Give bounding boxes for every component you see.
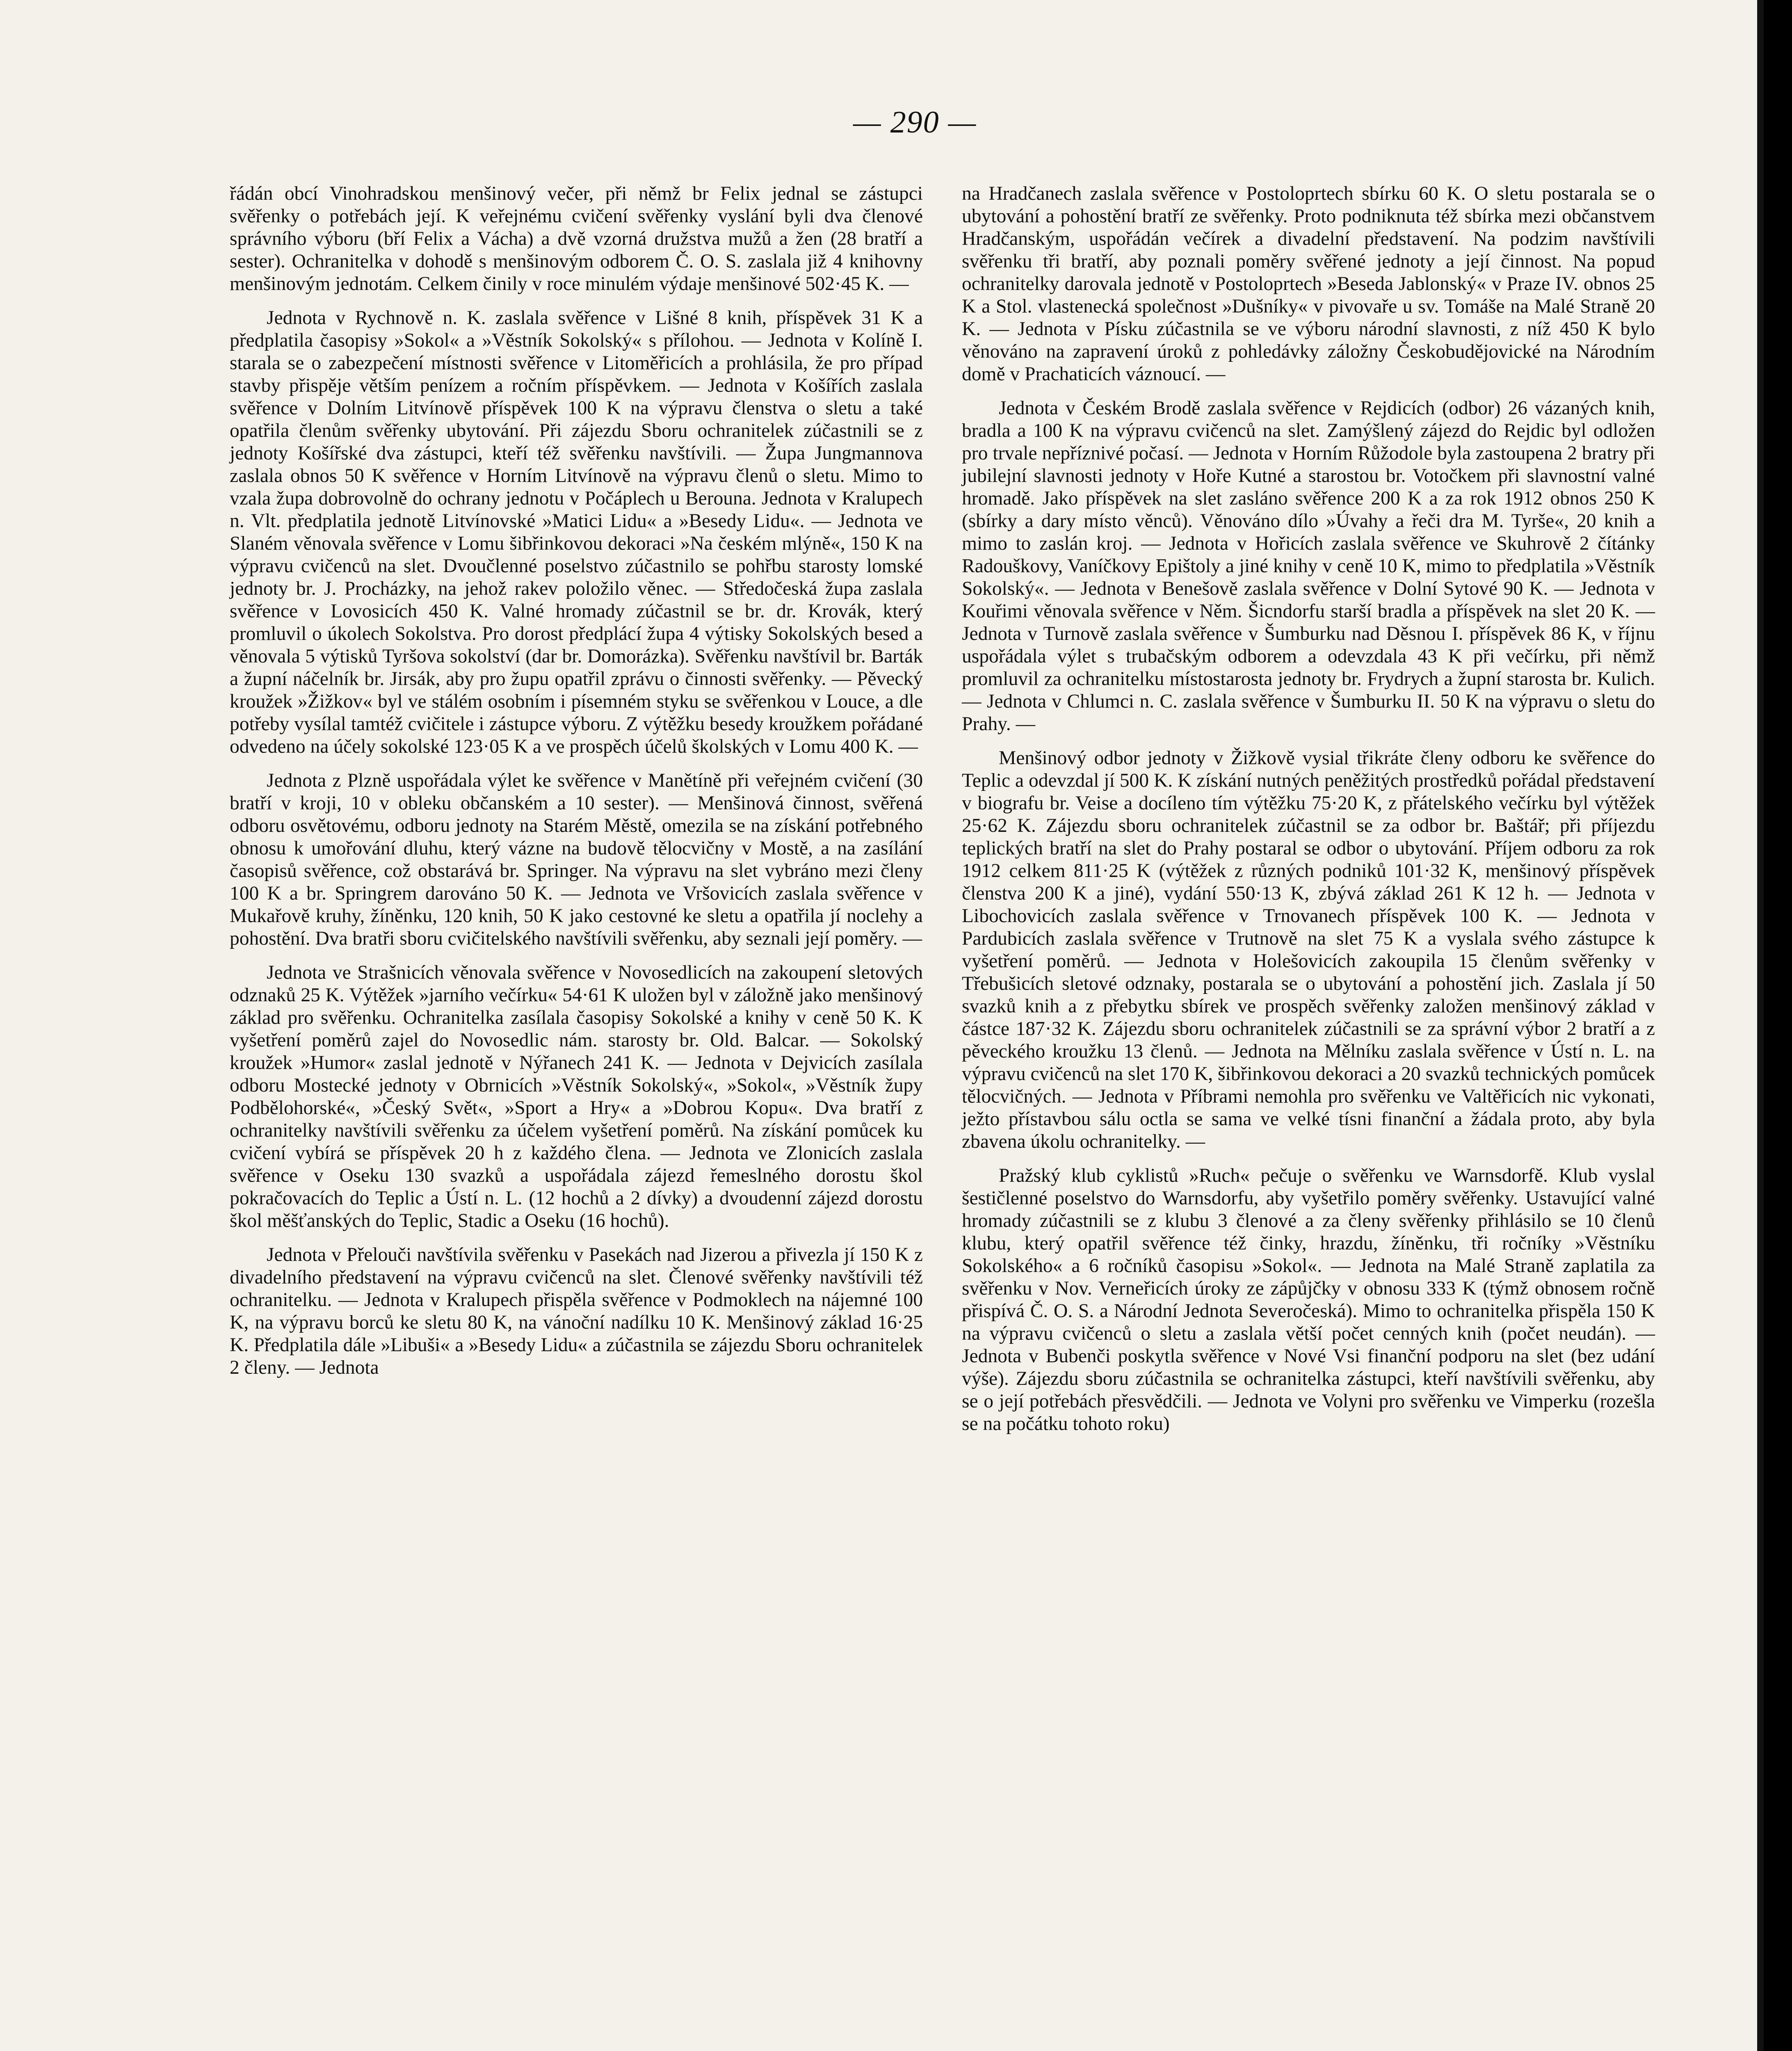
paragraph: Jednota ve Strašnicích věnovala svěřence v Novosedlicích na zakoupení sletových odznaků 25 K. Výtěžek »jarního večírku« 54·61 K uložen byl v záložně jako menšinový základ pro svěřenku. Ochranitelka zasílala časopisy Sokolské a knihy v ceně 50 K. K vyšetření poměrů zajel do Novosedlic nám. starosty br. Old. Balcar. — Sokolský kroužek »Humor« zaslal jednotě v Nýřanech 241 K. — Jednota v Dejvicích zasílala odboru Mostecké jednoty v Obrnicích »Věstník Sokolský«, »Sokol«, »Věstník župy Podbělohorské«, »Český Svět«, »Sport a Hry« a »Dobrou Kopu«. Dva bratří z ochranitelky navštívili svěřenku za účelem vyšetření poměrů. Na získání pomůcek ku cvičení vybírá se příspěvek 20 h z každého člena. — Jednota ve Zlonicích zaslala svěřence v Oseku 130 svazků a uspořádala zájezd řemeslného dorostu škol pokračovacích do Teplic a Ústí n. L. (12 hochů a 2 dívky) a dvoudenní zájezd dorostu škol měšťanských do Teplic, Stadic a Oseku (16 hochů). bbox=[230, 962, 923, 1231]
paragraph: Jednota z Plzně uspořádala výlet ke svěřence v Manětíně při veřejném cvičení (30 bratří v kroji, 10 v obleku občanském a 10 sester). — Menšinová činnost, svěřená odboru osvětovému, odboru jednoty na Starém Městě, omezila se na získání potřebného obnosu k umořování dluhu, který vázne na budově tělocvičny v Mostě, a na zasílání časopisů svěřence, což obstarává br. Springer. Na výpravu na slet vybráno mezi členy 100 K a br. Springrem darováno 50 K. — Jednota ve Vršovicích zaslala svěřence v Mukařově kruhy, žíněnku, 120 knih, 50 K jako cestovné ke sletu a opatřila jí noclehy a pohostění. Dva bratři sboru cvičitelského navštívili svěřenku, aby seznali její poměry. — bbox=[230, 770, 923, 949]
paragraph: Menšinový odbor jednoty v Žižkově vysial třikráte členy odboru ke svěřence do Teplic a odevzdal jí 500 K. K získání nutných peněžitých prostředků pořádal představení v biografu br. Veise a docíleno tím výtěžku 75·20 K, z přátelského večírku byl výtěžek 25·62 K. Zájezdu sboru ochranitelek zúčastnil se za odbor br. Baštář; při příjezdu teplických bratří na slet do Prahy postaral se odbor o ubytování. Příjem odboru za rok 1912 celkem 811·25 K (výtěžek z různých podniků 101·32 K, menšinový příspěvek členstva 200 K a jiné), vydání 550·13 K, zbývá základ 261 K 12 h. — Jednota v Libochovicích zaslala svěřence v Trnovanech příspěvek 100 K. — Jednota v Pardubicích zaslala svěřence v Trutnově na slet 75 K a vyslala svého zástupce k vyšetření poměrů. — Jednota v Holešovicích zakoupila 15 členům svěřenky v Třebušicích sletové odznaky, postarala se o ubytování a pohostění jich. Zaslala jí 50 svazků knih a z přebytku sbírek ve prospěch svěřenky založen menšinový základ v částce 187·32 K. Zájezdu sboru ochranitelek zúčastnili se za správní výbor 2 bratří a z pěveckého kroužku 13 členů. — Jednota na Mělníku zaslala svěřence v Ústí n. L. na výpravu cvičenců na slet 170 K, šibřinkovou dekoraci a 20 svazků technických pomůcek tělocvičných. — Jednota v Příbrami nemohla pro svěřenku ve Valtěřicích nic vykonati, ježto přístavbou sálu octla se sama ve velké tísni finanční a žádala proto, aby byla zbavena úkolu ochranitelky. — bbox=[962, 747, 1655, 1152]
paragraph: Pražský klub cyklistů »Ruch« pečuje o svěřenku ve Warnsdorfě. Klub vyslal šestičlenné poselstvo do Warnsdorfu, aby vyšetřilo poměry svěřenky. Ustavující valné hromady zúčastnili se z klubu 3 členové a za členy svěřenky přihlásilo se 10 členů klubu, který opatřil svěřence též činky, hrazdu, žíněnku, tři ročníky »Věstníku Sokolského« a 6 ročníků časopisu »Sokol«. — Jednota na Malé Straně zaplatila za svěřenku v Nov. Verneřicích úroky ze zápůjčky v obnosu 333 K (týmž obnosem ročně přispívá Č. O. S. a Národní Jednota Severočeská). Mimo to ochranitelka přispěla 150 K na výpravu cvičenců o sletu a zaslala větší počet cenných knih (počet neudán). — Jednota v Bubenči poskytla svěřence v Nové Vsi finanční podporu na slet (bez udání výše). Zájezdu sboru zúčastnila se ochranitelka zástupci, kteří navštívili svěřenku, aby se o její potřebách přesvědčili. — Jednota ve Volyni pro svěřenku ve Vimperku (rozešla se na počátku tohoto roku) bbox=[962, 1165, 1655, 1434]
paragraph: na Hradčanech zaslala svěřence v Postoloprtech sbírku 60 K. O sletu postarala se o ubytování a pohostění bratří ze svěřenky. Proto podniknuta též sbírka mezi občanstvem Hradčanským, uspořádán večírek a divadelní představení. Na podzim navštívili svěřenku tři bratří, aby poznali poměry svěřené jednoty a její činnost. Na popud ochranitelky darovala jednotě v Postoloprtech »Beseda Jablonský« v Praze IV. obnos 25 K a Stol. vlastenecká společnost »Dušníky« v pivovaře u sv. Tomáše na Malé Straně 20 K. — Jednota v Písku zúčastnila se ve výboru národní slavnosti, z níž 450 K bylo věnováno na zapravení úroků z pohledávky záložny Českobudějovické na Národním domě v Prachaticích váznoucí. — bbox=[962, 183, 1655, 385]
paragraph: Jednota v Rychnově n. K. zaslala svěřence v Lišné 8 knih, příspěvek 31 K a předplatila časopisy »Sokol« a »Věstník Sokolský« s přílohou. — Jednota v Kolíně I. starala se o zabezpečení místnosti svěřence v Litoměřicích a prohlásila, že pro případ stavby přispěje větším penízem a ročním příspěvkem. — Jednota v Košířích zaslala svěřence v Dolním Litvínově příspěvek 100 K na výpravu členstva o sletu a také opatřila členům svěřenky ubytování. Při zájezdu Sboru ochranitelek zúčastnili se z jednoty Košířské dva zástupci, kteří též svěřenku navštívili. — Župa Jungmannova zaslala obnos 50 K svěřence v Horním Litvínově na výpravu členů o sletu. Mimo to vzala župa dobrovolně do ochrany jednotu v Počáplech u Berouna. Jednota v Kralupech n. Vlt. předplatila jednotě Litvínovské »Matici Lidu« a »Besedy Lidu«. — Jednota ve Slaném věnovala svěřence v Lomu šibřinkovou dekoraci »Na českém mlýně«, 150 K na výpravu cvičenců na slet. Dvoučlenné poselstvo zúčastnilo se pohřbu starosty lomské jednoty br. J. Procházky, na jehož rakev položilo věnec. — Středočeská župa zaslala svěřence v Lovosicích 450 K. Valné hromady zúčastnil se br. dr. Krovák, který promluvil o úkolech Sokolstva. Pro dorost předplácí župa 4 výtisky Sokolských besed a věnovala 5 výtisků Tyršova sokolství (dar br. Domorázka). Svěřenku navštívil br. Barták a župní náčelník br. Jirsák, aby pro župu opatřil zprávu o činnosti svěřenky. — Pěvecký kroužek »Žižkov« byl ve stálém osobním i písemném styku se svěřenkou v Louce, a dle potřeby vysílal tamtéž cvičitele i zástupce výboru. Z výtěžku besedy kroužkem pořádané odvedeno na účely sokolské 123·05 K a ve prospěch účelů školských v Lomu 400 K. — bbox=[230, 307, 923, 757]
right-column bbox=[962, 183, 1655, 1435]
page-number: — 290 — bbox=[853, 105, 977, 139]
paragraph: Jednota v Přelouči navštívila svěřenku v Pasekách nad Jizerou a přivezla jí 150 K z divadelního představení na výpravu cvičenců na slet. Členové svěřenky navštívili též ochranitelku. — Jednota v Kralupech přispěla svěřence v Podmoklech na nájemné 100 K, na výpravu borců ke sletu 80 K, na vánoční nadílku 10 K. Menšinový základ 16·25 K. Předplatila dále »Libuši« a »Besedy Lidu« a zúčastnila se zájezdu Sboru ochranitelek 2 členy. — Jednota bbox=[230, 1244, 923, 1378]
paragraph: Jednota v Českém Brodě zaslala svěřence v Rejdicích (odbor) 26 vázaných knih, bradla a 100 K na výpravu cvičenců na slet. Zamýšlený zájezd do Rejdic byl odložen pro trvale nepříznivé počasí. — Jednota v Horním Růžodole byla zastoupena 2 bratry při jubilejní slavnosti jednoty v Hoře Kutné a starostou br. Votočkem při slavnostní valné hromadě. Jako příspěvek na slet zasláno svěřence 200 K a za rok 1912 obnos 250 K (sbírky a dary místo věnců). Věnováno dílo »Úvahy a řeči dra M. Tyrše«, 20 knih a mimo to zaslán kroj. — Jednota v Hořicích zaslala svěřence ve Skuhrově 2 čítánky Radouškovy, Vaníčkovy Epištoly a jiné knihy v ceně 10 K, mimo to předplatila »Věstník Sokolský«. — Jednota v Benešově zaslala svěřence v Dolní Sytové 90 K. — Jednota v Kouřimi věnovala svěřence v Něm. Šicndorfu starší bradla a příspěvek na slet 20 K. — Jednota v Turnově zaslala svěřence v Šumburku nad Děsnou I. příspěvek 86 K, v říjnu uspořádala výlet s trubačským odborem a odevzdala 43 K při večírku, při němž promluvil za ochranitelku místostarosta jednoty br. Frydrych a župní starosta br. Kulich. — Jednota v Chlumci n. C. zaslala svěřence v Šumburku II. 50 K na výpravu o sletu do Prahy. — bbox=[962, 397, 1655, 735]
paragraph: řádán obcí Vinohradskou menšinový večer, při němž br Felix jednal se zástupci svěřenky o potřebách její. K veřejnému cvičení svěřenky vyslání byli dva členové správního výboru (bří Felix a Vácha) a dvě vzorná družstva mužů a žen (28 bratří a sester). Ochranitelka v dohodě s menšinovým odborem Č. O. S. zaslala již 4 knihovny menšinovým jednotám. Celkem činily v roce minulém výdaje menšinové 502·45 K. — bbox=[230, 183, 923, 295]
left-column bbox=[230, 183, 923, 1379]
